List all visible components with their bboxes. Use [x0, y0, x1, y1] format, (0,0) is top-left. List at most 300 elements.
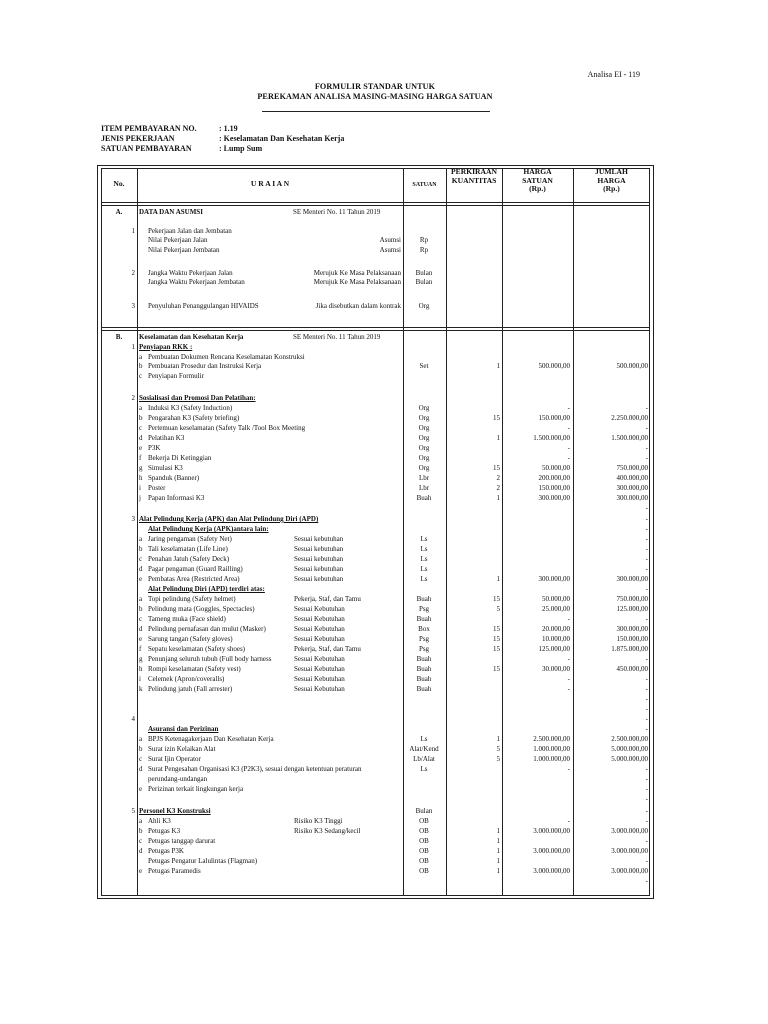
row-note: Sesuai Kebutuhan: [294, 675, 345, 683]
row-unit-price: 500.000,00: [538, 362, 570, 370]
row-note: Sesuai kebutuhan: [294, 565, 344, 573]
row-note: Asumsi: [379, 246, 401, 254]
row-description: Tali keselamatan (Life Line): [148, 545, 228, 553]
row-note: SE Menteri No. 11 Tahun 2019: [293, 333, 381, 341]
row-note: Sesuai kebutuhan: [294, 535, 344, 543]
row-satuan: Ls: [420, 765, 428, 773]
row-total-price: 300.000,00: [616, 575, 648, 583]
row-quantity: 1: [496, 857, 500, 865]
row-section-no: B.: [115, 333, 123, 341]
row-letter: f: [139, 454, 142, 462]
row-description: Pelindung jatuh (Fall arrester): [148, 685, 233, 693]
row-description: Pengarahan K3 (Safety briefing): [148, 414, 240, 422]
row-total-price: -: [645, 807, 648, 815]
row-total-price: -: [645, 444, 648, 452]
row-index: 4: [131, 715, 135, 723]
row-description: Perizinan terkait lingkungan kerja: [148, 785, 244, 793]
row-note: Risiko K3 Sedang/kecil: [294, 827, 361, 835]
row-satuan: Lb/Alat: [413, 755, 435, 763]
row-satuan: Buah: [416, 595, 432, 603]
row-total-price: -: [645, 615, 648, 623]
row-total-price: -: [645, 525, 648, 533]
row-quantity: 5: [496, 755, 500, 763]
row-unit-price: 25.000,00: [542, 605, 570, 613]
row-heading: Personel K3 Konstruksi: [139, 807, 211, 815]
section-divider: [101, 327, 650, 328]
row-unit-price: 10.000,00: [542, 635, 570, 643]
row-satuan: Org: [418, 454, 430, 462]
row-satuan: Lbr: [418, 474, 430, 482]
row-heading: Nilai Pekerjaan Jembatan: [148, 246, 220, 254]
row-satuan: Bulan: [415, 807, 433, 815]
row-satuan: Org: [418, 464, 430, 472]
row-note: Sesuai Kebutuhan: [294, 605, 345, 613]
analysis-number: Analisa EI - 119: [587, 70, 640, 79]
row-note: Sesuai Kebutuhan: [294, 615, 345, 623]
row-unit-price: 20.000,00: [542, 625, 570, 633]
row-total-price: 3.000.000,00: [611, 827, 648, 835]
row-total-price: -: [645, 454, 648, 462]
row-unit-price: 3.000.000,00: [533, 827, 570, 835]
row-letter: f: [139, 645, 142, 653]
row-description: Poster: [148, 484, 166, 492]
row-unit-price: 3.000.000,00: [533, 867, 570, 875]
row-note: Merujuk Ke Masa Pelaksanaan: [313, 269, 401, 277]
doc-title-line1: FORMULIR STANDAR UNTUK: [314, 82, 436, 91]
header-rp-line: (Rp.): [603, 184, 620, 194]
header-perkiraan: [446, 168, 502, 185]
row-satuan: Bulan: [415, 278, 433, 286]
row-description: Pelindung pernafasan dan mulut (Masker): [148, 625, 266, 633]
row-letter: h: [139, 665, 143, 673]
row-total-price: 750.000,00: [616, 464, 648, 472]
row-description: Penunjang seluruh tubuh (Full body harness: [148, 655, 272, 663]
row-description: P3K: [148, 444, 161, 452]
row-unit-price: -: [567, 817, 570, 825]
row-unit-price: -: [567, 424, 570, 432]
row-note: Sesuai Kebutuhan: [294, 685, 345, 693]
row-unit-price: 3.000.000,00: [533, 847, 570, 855]
row-total-price: -: [645, 857, 648, 865]
header-kuantitas-line: KUANTITAS: [451, 175, 497, 185]
row-unit-price: -: [567, 685, 570, 693]
info-label: JENIS PEKERJAAN: [101, 134, 175, 143]
row-quantity: 1: [496, 494, 500, 502]
row-description: Sarung tangan (Safety gloves): [148, 635, 233, 643]
row-description: Papan Informasi K3: [148, 494, 205, 502]
row-heading: Asuransi dan Perizinan: [148, 725, 219, 733]
header-satuan: SATUAN: [412, 182, 437, 188]
header-satuan-line: SATUAN: [522, 175, 553, 185]
row-total-price: -: [645, 725, 648, 733]
header-jumlah-harga: [573, 168, 650, 194]
row-total-price: -: [645, 504, 648, 512]
row-description: Ahli K3: [148, 817, 171, 825]
row-index: 1: [131, 227, 135, 235]
info-value: : Lump Sum: [219, 144, 263, 153]
row-description: Penahan Jatuh (Safety Deck): [148, 555, 230, 563]
row-quantity: 15: [493, 414, 500, 422]
column-divider: [573, 168, 574, 896]
row-letter: c: [139, 615, 143, 623]
row-note: Pekerja, Staf, dan Tamu: [294, 595, 361, 603]
row-description: Celemek (Apron/coveralls): [148, 675, 225, 683]
row-description: Pembuatan Prosedur dan Instruksi Kerja: [148, 362, 262, 370]
row-total-price: 400.000,00: [616, 474, 648, 482]
row-letter: b: [139, 414, 143, 422]
row-note: Sesuai kebutuhan: [294, 555, 344, 563]
row-satuan: OB: [419, 867, 429, 875]
doc-title-line2: PEREKAMAN ANALISA MASING-MASING HARGA SATUAN: [257, 92, 493, 101]
row-letter: e: [139, 867, 143, 875]
row-letter: e: [139, 635, 143, 643]
row-total-price: -: [645, 785, 648, 793]
row-satuan: Set: [419, 362, 429, 370]
row-unit-price: 50.000,00: [542, 595, 570, 603]
row-description: Petugas P3K: [148, 847, 184, 855]
column-divider: [137, 168, 138, 896]
row-satuan: Lbr: [418, 484, 430, 492]
row-letter: a: [139, 535, 143, 543]
row-description: Induksi K3 (Safety Induction): [148, 404, 233, 412]
row-letter: k: [139, 685, 143, 693]
row-total-price: -: [645, 565, 648, 573]
info-label: SATUAN PEMBAYARAN: [101, 144, 192, 153]
row-total-price: 750.000,00: [616, 595, 648, 603]
row-total-price: -: [645, 877, 648, 885]
row-note: Sesuai Kebutuhan: [294, 665, 345, 673]
row-description: Petugas Paramedis: [148, 867, 201, 875]
row-satuan: OB: [419, 847, 429, 855]
row-description: Simulasi K3: [148, 464, 183, 472]
row-total-price: -: [645, 545, 648, 553]
row-total-price: -: [645, 404, 648, 412]
row-heading: Alat Pelindung Kerja (APK)antara lain:: [148, 525, 269, 533]
row-satuan: Ls: [420, 535, 428, 543]
row-description: Topi pelindung (Safety helmet): [148, 595, 236, 603]
row-note: Sesuai Kebutuhan: [294, 635, 345, 643]
row-total-price: 5.000.000,00: [611, 755, 648, 763]
row-description: Surat izin Kelaikan Alat: [148, 745, 216, 753]
row-total-price: 300.000,00: [616, 494, 648, 502]
row-satuan: Buah: [416, 615, 432, 623]
row-satuan: Org: [418, 434, 430, 442]
row-satuan: Ls: [420, 575, 428, 583]
row-heading: Jangka Waktu Pekerjaan Jembatan: [148, 278, 245, 286]
row-description: Sepatu keselamatan (Safety shoes): [148, 645, 245, 653]
row-total-price: -: [645, 695, 648, 703]
row-letter: a: [139, 353, 143, 361]
row-unit-price: 300.000,00: [538, 494, 570, 502]
row-description: Bekerja Di Ketinggian: [148, 454, 212, 462]
row-description: Penyiapan Formulir: [148, 372, 204, 380]
row-quantity: 1: [496, 362, 500, 370]
row-letter: b: [139, 362, 143, 370]
row-note: Jika disebutkan dalam kontrak: [315, 302, 401, 310]
row-satuan: Alat/Kend: [409, 745, 439, 753]
row-total-price: 450.000,00: [616, 665, 648, 673]
row-total-price: -: [645, 765, 648, 773]
row-note: Risiko K3 Tinggi: [294, 817, 343, 825]
row-heading: Keselamatan dan Kesehatan Kerja: [139, 333, 244, 341]
row-satuan: Psg: [418, 605, 430, 613]
row-unit-price: -: [567, 655, 570, 663]
row-satuan: Box: [418, 625, 430, 633]
row-quantity: 2: [496, 474, 500, 482]
row-satuan: Ls: [420, 735, 428, 743]
row-index: 1: [131, 343, 135, 351]
row-total-price: -: [645, 775, 648, 783]
row-satuan: Buah: [416, 675, 432, 683]
row-total-price: -: [645, 715, 648, 723]
row-total-price: 3.000.000,00: [611, 847, 648, 855]
row-description: Petugas Pengatur Lalulintas (Flagman): [148, 857, 258, 865]
row-satuan: Ls: [420, 555, 428, 563]
row-total-price: -: [645, 705, 648, 713]
row-letter: a: [139, 817, 143, 825]
row-unit-price: 150.000,00: [538, 414, 570, 422]
row-note: Sesuai Kebutuhan: [294, 625, 345, 633]
row-letter: e: [139, 785, 143, 793]
row-index: 3: [131, 302, 135, 310]
row-heading: Nilai Pekerjaan Jalan: [148, 236, 208, 244]
header-divider: [101, 205, 650, 206]
row-unit-price: -: [567, 444, 570, 452]
row-heading: Penyuluhan Penanggulangan HIVAIDS: [148, 302, 259, 310]
row-letter: c: [139, 372, 143, 380]
row-total-price: -: [645, 655, 648, 663]
row-satuan: Ls: [420, 545, 428, 553]
row-quantity: 15: [493, 625, 500, 633]
row-unit-price: 1.000.000,00: [533, 745, 570, 753]
row-total-price: -: [645, 675, 648, 683]
row-letter: b: [139, 545, 143, 553]
row-unit-price: 125.000,00: [538, 645, 570, 653]
header-harga-satuan: [502, 168, 573, 194]
row-note: Merujuk Ke Masa Pelaksanaan: [313, 278, 401, 286]
row-total-price: 300.000,00: [616, 625, 648, 633]
header-harga-line: HARGA: [523, 167, 552, 176]
row-description: Pagar pengaman (Guard Railling): [148, 565, 243, 573]
row-total-price: 1.875.000,00: [611, 645, 648, 653]
row-unit-price: 2.500.000,00: [533, 735, 570, 743]
row-satuan: Org: [418, 414, 430, 422]
row-heading: Jangka Waktu Pekerjaan Jalan: [148, 269, 233, 277]
row-description: Pelindung mata (Goggles, Spectacles): [148, 605, 255, 613]
column-divider: [446, 168, 447, 896]
row-note: Sesuai kebutuhan: [294, 545, 344, 553]
row-letter: c: [139, 424, 143, 432]
row-letter: g: [139, 464, 143, 472]
info-value: : Keselamatan Dan Kesehatan Kerja: [219, 134, 345, 143]
row-letter: d: [139, 565, 143, 573]
row-total-price: 500.000,00: [616, 362, 648, 370]
row-unit-price: -: [567, 404, 570, 412]
row-description: Spanduk (Banner): [148, 474, 200, 482]
row-satuan: Rp: [419, 236, 429, 244]
row-letter: b: [139, 605, 143, 613]
row-total-price: 2.500.000,00: [611, 735, 648, 743]
row-unit-price: 1.000.000,00: [533, 755, 570, 763]
row-total-price: 2.250.000,00: [611, 414, 648, 422]
row-heading: Alat Pelindung Kerja (APK) dan Alat Pelindung Diri (APD): [139, 515, 319, 523]
row-satuan: OB: [419, 817, 429, 825]
header-harga-line: HARGA: [597, 175, 626, 185]
row-description: Surat Ijin Operator: [148, 755, 201, 763]
row-letter: e: [139, 575, 143, 583]
row-total-price: -: [645, 795, 648, 803]
row-quantity: 1: [496, 867, 500, 875]
row-note: SE Menteri No. 11 Tahun 2019: [293, 208, 381, 216]
row-satuan: Rp: [419, 246, 429, 254]
row-satuan: Buah: [416, 655, 432, 663]
row-total-price: -: [645, 555, 648, 563]
row-description: Rompi keselamatan (Safety vest): [148, 665, 241, 673]
row-unit-price: 300.000,00: [538, 575, 570, 583]
row-quantity: 1: [496, 847, 500, 855]
row-quantity: 15: [493, 665, 500, 673]
row-total-price: 125.000,00: [616, 605, 648, 613]
row-letter: d: [139, 625, 143, 633]
row-satuan: Org: [418, 424, 430, 432]
row-heading: Alat Pelindung Diri (APD) terdiri atas:: [148, 585, 265, 593]
info-label: ITEM PEMBAYARAN NO.: [101, 124, 197, 133]
section-divider: [101, 330, 650, 331]
row-satuan: OB: [419, 827, 429, 835]
row-quantity: 5: [496, 745, 500, 753]
row-description: Pelatihan K3: [148, 434, 185, 442]
row-letter: b: [139, 827, 143, 835]
row-letter: g: [139, 655, 143, 663]
row-unit-price: 1.500.000,00: [533, 434, 570, 442]
row-satuan: Org: [418, 302, 430, 310]
column-divider: [502, 168, 503, 896]
title-underline: [262, 111, 490, 112]
row-unit-price: -: [567, 615, 570, 623]
header-rp-line: (Rp.): [529, 184, 546, 194]
row-letter: h: [139, 474, 143, 482]
row-heading: Pekerjaan Jalan dan Jembatan: [148, 227, 232, 235]
row-satuan: Buah: [416, 685, 432, 693]
row-letter: a: [139, 735, 143, 743]
row-unit-price: 30.000,00: [542, 665, 570, 673]
row-index: 5: [131, 807, 135, 815]
row-total-price: -: [645, 515, 648, 523]
row-total-price: -: [645, 817, 648, 825]
row-satuan: Bulan: [415, 269, 433, 277]
header-no: No.: [113, 179, 125, 188]
row-heading: DATA DAN ASUMSI: [139, 208, 203, 216]
row-satuan: Org: [418, 404, 430, 412]
row-total-price: 5.000.000,00: [611, 745, 648, 753]
row-note: Sesuai kebutuhan: [294, 575, 344, 583]
row-unit-price: 200.000,00: [538, 474, 570, 482]
row-quantity: 15: [493, 464, 500, 472]
header-divider: [101, 202, 650, 203]
row-quantity: 1: [496, 827, 500, 835]
row-total-price: -: [645, 424, 648, 432]
header-uraian: U R A I A N: [250, 179, 290, 188]
row-satuan: Org: [418, 444, 430, 452]
row-letter: d: [139, 765, 143, 773]
row-satuan: Psg: [418, 645, 430, 653]
row-unit-price: 50.000,00: [542, 464, 570, 472]
row-section-no: A.: [115, 208, 123, 216]
row-unit-price: -: [567, 765, 570, 773]
header-jumlah-line: JUMLAH: [595, 167, 628, 176]
row-satuan: Psg: [418, 635, 430, 643]
row-quantity: 1: [496, 735, 500, 743]
row-description: Petugas K3: [148, 827, 181, 835]
header-perkiraan-line: PERKIRAAN: [451, 167, 497, 176]
row-total-price: 150.000,00: [616, 635, 648, 643]
row-description: perundang-undangan: [148, 775, 208, 783]
row-quantity: 15: [493, 635, 500, 643]
row-letter: c: [139, 837, 143, 845]
row-unit-price: -: [567, 675, 570, 683]
row-letter: a: [139, 595, 143, 603]
row-satuan: Ls: [420, 565, 428, 573]
row-letter: d: [139, 847, 143, 855]
row-index: 2: [131, 269, 135, 277]
row-description: BPJS Ketenagakerjaan Dan Kesehatan Kerja: [148, 735, 274, 743]
row-letter: i: [139, 484, 141, 492]
row-index: 3: [131, 515, 135, 523]
row-total-price: -: [645, 585, 648, 593]
row-letter: e: [139, 444, 143, 452]
row-quantity: 2: [496, 484, 500, 492]
row-heading: Penyiapan RKK :: [139, 343, 193, 351]
row-quantity: 15: [493, 645, 500, 653]
row-letter: i: [139, 675, 141, 683]
row-satuan: Buah: [416, 665, 432, 673]
row-unit-price: -: [567, 454, 570, 462]
row-description: Pertemuan keselamatan (Safety Talk /Tool Box Meeting: [148, 424, 306, 432]
row-total-price: 1.500.000,00: [611, 434, 648, 442]
row-total-price: 3.000.000,00: [611, 867, 648, 875]
row-total-price: -: [645, 837, 648, 845]
row-letter: d: [139, 434, 143, 442]
row-quantity: 1: [496, 575, 500, 583]
row-letter: b: [139, 745, 143, 753]
row-satuan: Buah: [416, 494, 432, 502]
row-quantity: 1: [496, 434, 500, 442]
row-description: Jaring pengaman (Safety Net): [148, 535, 232, 543]
row-letter: a: [139, 404, 143, 412]
row-unit-price: 150.000,00: [538, 484, 570, 492]
row-heading: Sosialisasi dan Promosi Dan Pelatihan:: [139, 394, 256, 402]
row-description: Tameng muka (Face shield): [148, 615, 226, 623]
row-index: 2: [131, 394, 135, 402]
row-quantity: 1: [496, 837, 500, 845]
row-quantity: 15: [493, 595, 500, 603]
row-total-price: -: [645, 535, 648, 543]
info-value: : 1.19: [219, 124, 238, 133]
row-total-price: 300.000,00: [616, 484, 648, 492]
row-letter: j: [139, 494, 141, 502]
row-note: Sesuai Kebutuhan: [294, 655, 345, 663]
row-letter: c: [139, 555, 143, 563]
row-total-price: -: [645, 685, 648, 693]
row-description: Petugas tanggap darurat: [148, 837, 216, 845]
row-letter: c: [139, 755, 143, 763]
row-description: Pembuatan Dokumen Rencana Keselamatan Konstruksi: [148, 353, 305, 361]
row-note: Asumsi: [379, 236, 401, 244]
row-quantity: 5: [496, 605, 500, 613]
row-satuan: OB: [419, 857, 429, 865]
row-description: Pembatas Area (Restricted Area): [148, 575, 240, 583]
row-satuan: OB: [419, 837, 429, 845]
